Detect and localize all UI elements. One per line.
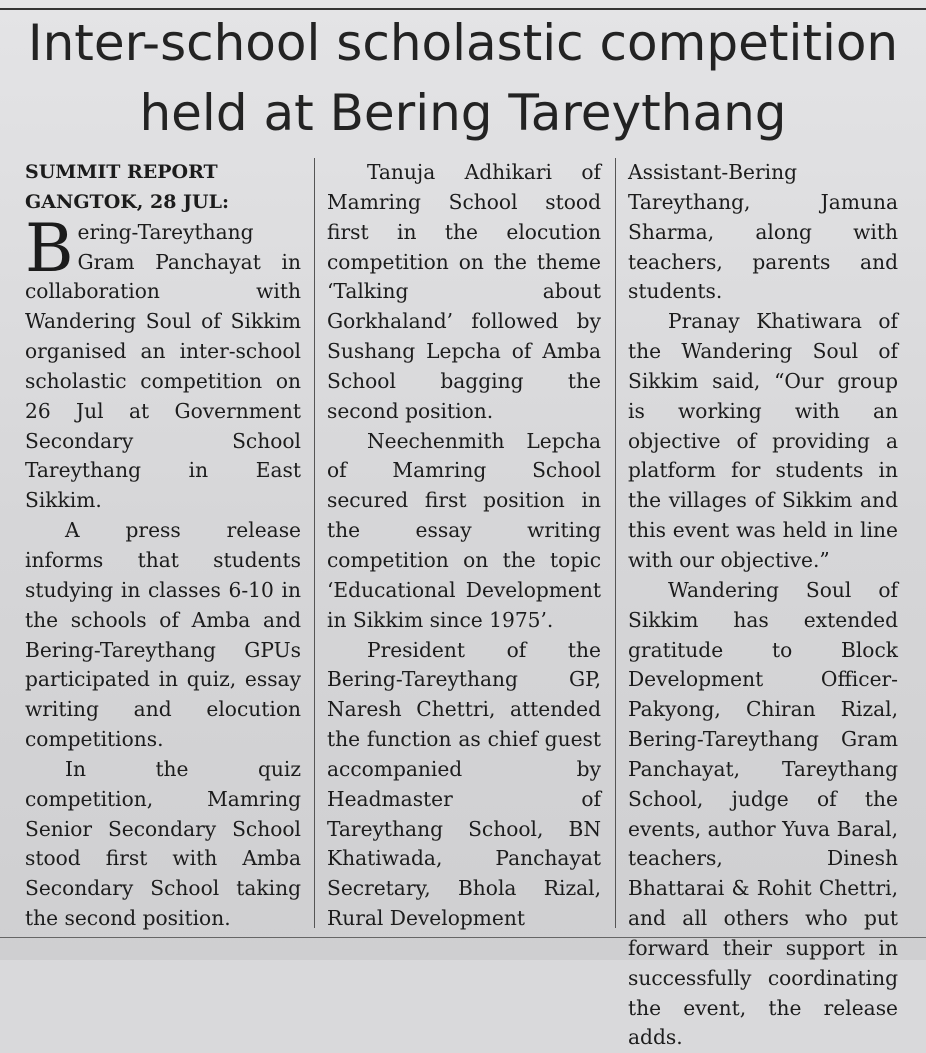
article-paragraph-continued: Assistant-Bering Tareythang, Jamuna Sharma, along with teachers, parents and students. (628, 160, 898, 304)
headline-line-1: Inter-school scholastic competition (27, 14, 899, 72)
article-paragraph: In the quiz competition, Mamring Senior Secondary School stood first with Amba Secondary School taking the second position. (25, 756, 301, 931)
article-column-3 (628, 158, 898, 1050)
bottom-rule (0, 937, 926, 938)
drop-cap: B (25, 209, 74, 287)
article-paragraph: Pranay Khatiwara of the Wandering Soul of Sikkim said, “Our group is working with an objective of providing a platform for students in the villages of Sikkim and this event was held in line with our objective.” (628, 309, 898, 572)
article-paragraph: Neechenmith Lepcha of Mamring School secured first position in the essay writing competition on the topic ‘Educational Development in Sikkim since 1975’. (327, 428, 601, 632)
column-divider (615, 158, 616, 928)
headline-line-2: held at Bering Tareythang (139, 84, 787, 142)
article-paragraph: President of the Bering-Tareythang GP, Naresh Chettri, attended the function as chief guest accompanied by Headmaster of Tareythang School, BN Khatiwada, Panchayat Secretary, Bhola Rizal, Rural Development (327, 637, 601, 931)
article-column-1 (25, 158, 301, 932)
headline (0, 8, 926, 148)
article-paragraph (25, 209, 301, 516)
byline-dateline: GANGTOK, 28 JUL: (25, 190, 229, 213)
article-paragraph-continues: Tanuja Adhikari of Mamring School stood first in the elocution competition on the theme ‘Talking about Gorkhaland’ followed by Sushang Lepcha of Amba School bagging the second position. (327, 160, 601, 423)
article-column-2 (327, 158, 601, 932)
column-divider (314, 158, 315, 928)
article-paragraph: A press release informs that students studying in classes 6-10 in the schools of Amba and Bering-Tareythang GPUs participated in quiz, essay writing and elocution competitions. (25, 518, 301, 752)
paragraph-text: ering-Tareythang Gram Panchayat in collaboration with Wandering Soul of Sikkim organised an inter-school scholastic competition on 26 Jul at Government Secondary School Tareythang in East Sikkim. (25, 219, 301, 513)
article-paragraph: Wandering Soul of Sikkim has extended gratitude to Block Development Officer-Pakyong, Chiran Rizal, Bering-Tareythang Gram Panchayat, Tareythang School, judge of the events, author Yuva Baral, teachers, Dinesh Bhattarai & Rohit Chettri, and all others who put forward their support in successfully coordinating the event, the release adds. (628, 577, 898, 1050)
byline-agency: SUMMIT REPORT (25, 161, 218, 183)
